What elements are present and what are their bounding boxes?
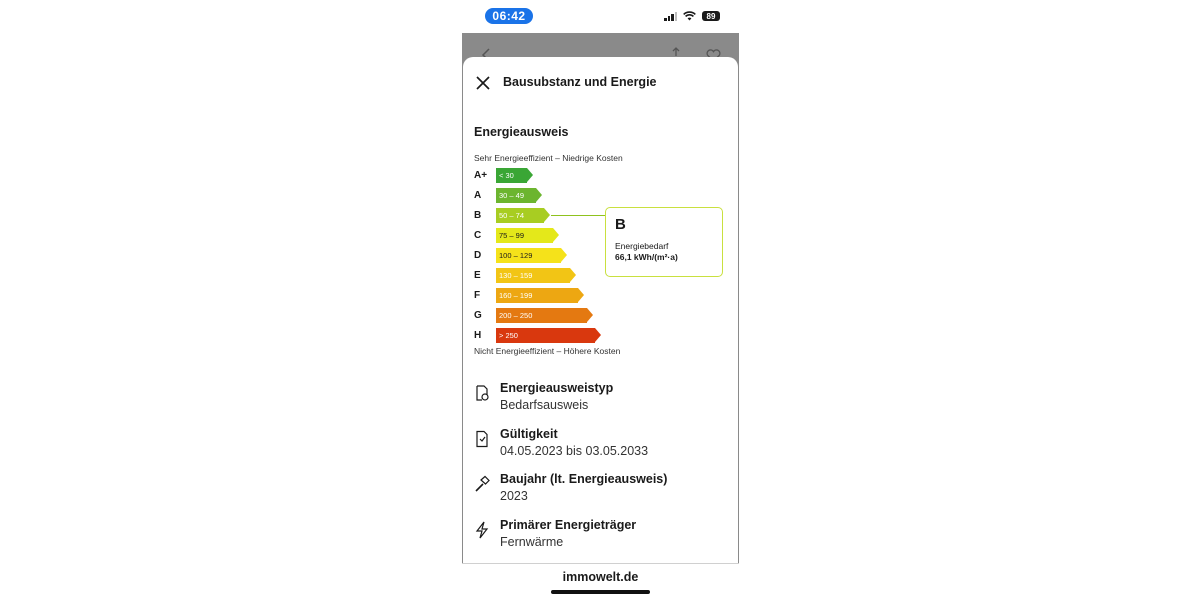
energy-bar-a-plus: < 30: [496, 168, 527, 183]
info-row-energy-source: [474, 518, 724, 558]
scale-top-caption: Sehr Energieeffizient – Niedrige Kosten: [474, 153, 623, 163]
info-row-certificate-type: [474, 381, 724, 421]
document-icon: [474, 430, 490, 448]
class-letter: A: [474, 190, 482, 201]
sheet-title: Bausubstanz und Energie: [503, 75, 657, 89]
info-value: 04.05.2023 bis 03.05.2033: [500, 444, 649, 458]
info-label: Energieausweistyp: [500, 381, 614, 395]
lightning-icon: [474, 521, 490, 539]
section-title: Energieausweis: [474, 125, 569, 139]
hammer-icon: [474, 475, 490, 493]
info-label: Baujahr (lt. Energieausweis): [500, 472, 668, 486]
info-row-construction-year: [474, 472, 724, 512]
result-value: 66,1 kWh/(m²·a): [615, 252, 678, 262]
battery-icon: 89: [702, 11, 720, 21]
certificate-icon: [474, 384, 490, 402]
energy-bar-e: 130 – 159: [496, 268, 570, 283]
class-letter: E: [474, 270, 481, 281]
class-letter: H: [474, 330, 482, 341]
result-connector-line: [551, 215, 606, 216]
class-letter: B: [474, 210, 482, 221]
info-label: Gültigkeit: [500, 427, 558, 441]
info-label: Primärer Energieträger: [500, 518, 637, 532]
site-label: immowelt.de: [562, 570, 639, 584]
class-letter: D: [474, 250, 482, 261]
energy-bar-f: 160 – 199: [496, 288, 578, 303]
info-value: 2023: [500, 489, 528, 503]
status-indicators: [664, 11, 720, 21]
energy-bar-d: 100 – 129: [496, 248, 561, 263]
class-letter: F: [474, 290, 481, 301]
energy-detail-sheet: [463, 57, 738, 563]
phone-screen: [462, 0, 739, 600]
scale-bottom-caption: Nicht Energieeffizient – Höhere Kosten: [474, 346, 621, 356]
energy-result-box: [605, 207, 723, 277]
energy-bar-c: 75 – 99: [496, 228, 553, 243]
cellular-signal-icon: [664, 11, 677, 21]
home-indicator[interactable]: [551, 590, 650, 594]
info-value: Bedarfsausweis: [500, 398, 589, 412]
class-letter: G: [474, 310, 482, 321]
class-letter: C: [474, 230, 482, 241]
class-letter: A+: [474, 170, 488, 181]
result-label: Energiebedarf: [615, 241, 669, 251]
energy-bar-g: 200 – 250: [496, 308, 587, 323]
wifi-icon: [683, 11, 696, 21]
status-time: 06:42: [485, 8, 533, 24]
energy-bar-h: > 250: [496, 328, 595, 343]
result-class: B: [615, 216, 626, 233]
info-value: Fernwärme: [500, 535, 564, 549]
energy-bar-a: 30 – 49: [496, 188, 536, 203]
energy-bar-b: 50 – 74: [496, 208, 544, 223]
info-row-validity: [474, 427, 724, 467]
sheet-bottom-border: [462, 563, 739, 564]
close-icon[interactable]: [476, 76, 490, 90]
